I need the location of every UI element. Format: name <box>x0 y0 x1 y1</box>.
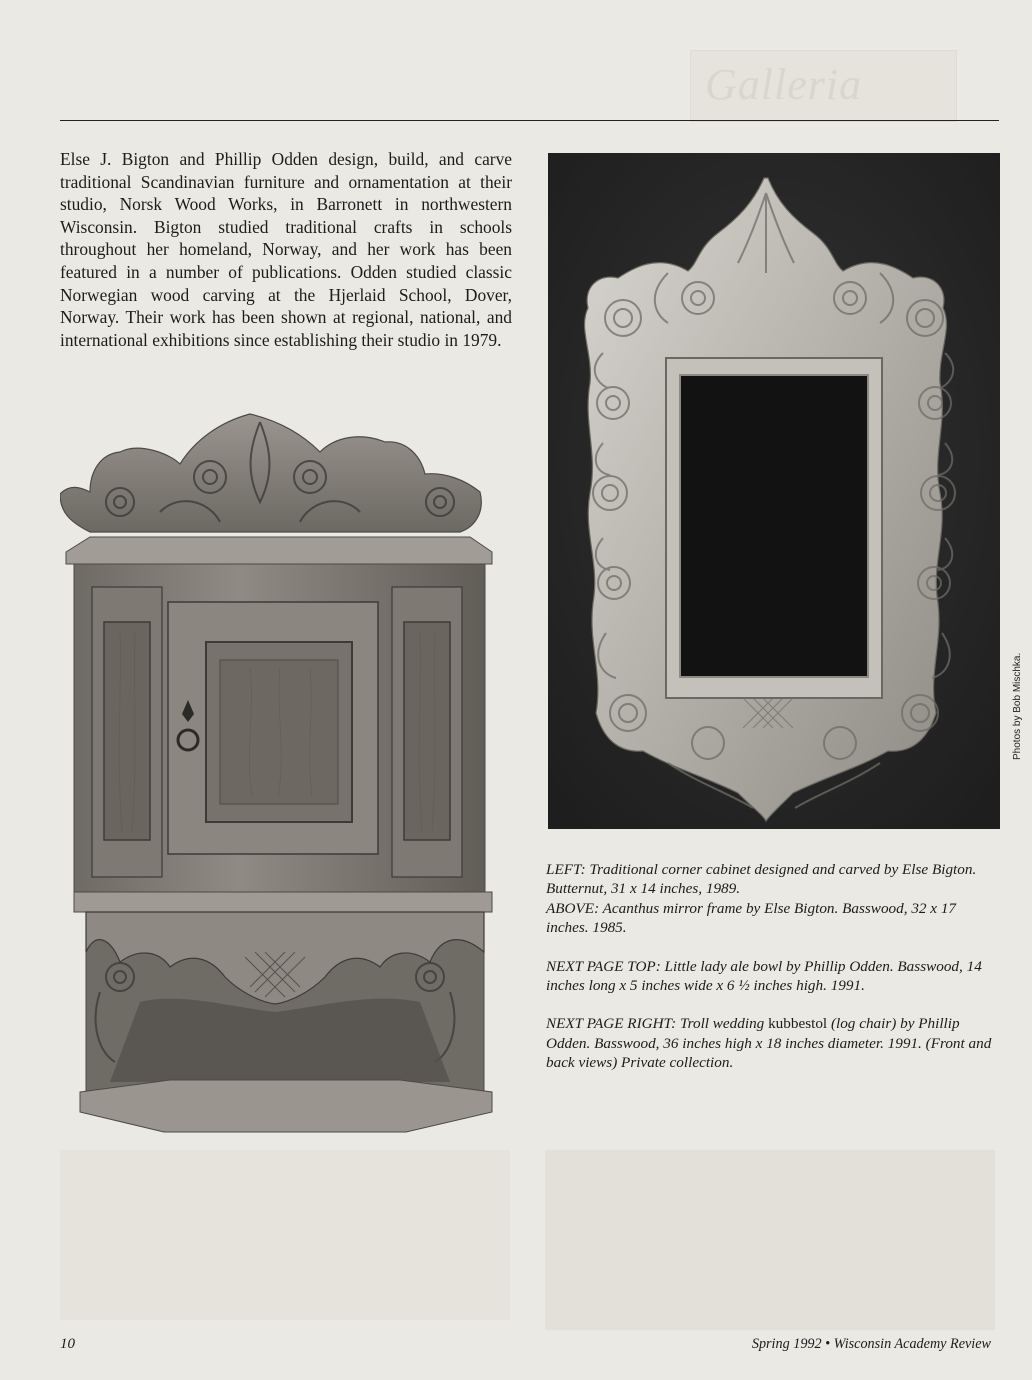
caption-next-right-prefix: NEXT PAGE RIGHT: Troll wedding <box>546 1015 769 1033</box>
caption-next-right <box>546 1014 994 1072</box>
page-number: 10 <box>60 1336 75 1352</box>
bleed-through-block <box>545 1150 995 1330</box>
caption-next-top: NEXT PAGE TOP: Little lady ale bowl by Phillip Odden. Basswood, 14 inches long x 5 inches wide x 6 ½ inches high. 1991. <box>546 957 982 995</box>
bleed-through-title: Galleria <box>705 60 863 109</box>
caption-above: ABOVE: Acanthus mirror frame by Else Bigton. Basswood, 32 x 17 inches. 1985. <box>546 899 957 937</box>
header-rule <box>60 120 999 121</box>
corner-cabinet-photo <box>60 392 510 1144</box>
photo-credit: Photos by Bob Mischka. <box>1012 652 1023 760</box>
caption-spacer <box>546 938 994 957</box>
mirror-frame-photo <box>548 153 1000 829</box>
photo-captions <box>546 860 994 1073</box>
intro-paragraph: Else J. Bigton and Phillip Odden design, build, and carve traditional Scandinavian furniture and ornamentation at their studio, Norsk Wood Works, in Barronett in northwestern Wisconsin. Bigton studied traditional crafts in schools throughout her homeland, Norway, and her work has been featured in a number of publications. Odden studied classic Norwegian wood carving at the Hjerlaid School, Dover, Norway. Their work has been shown at regional, national, and international exhibitions since establishing their studio in 1979. <box>60 149 512 350</box>
caption-next-right-suffix: (log chair) by Phillip Odden. Basswood, 36 inches high x 18 inches diameter. 1991. (Front and back views) Private collection. <box>546 1015 992 1072</box>
caption-spacer <box>546 995 994 1014</box>
bleed-through-block <box>60 1150 510 1320</box>
running-footer: Spring 1992 • Wisconsin Academy Review <box>751 1336 991 1352</box>
bleed-through-header <box>690 50 957 122</box>
caption-left: LEFT: Traditional corner cabinet designed and carved by Else Bigton. Butternut, 31 x 14 inches, 1989. <box>546 861 977 898</box>
caption-next-right-term: kubbestol <box>768 1015 828 1033</box>
